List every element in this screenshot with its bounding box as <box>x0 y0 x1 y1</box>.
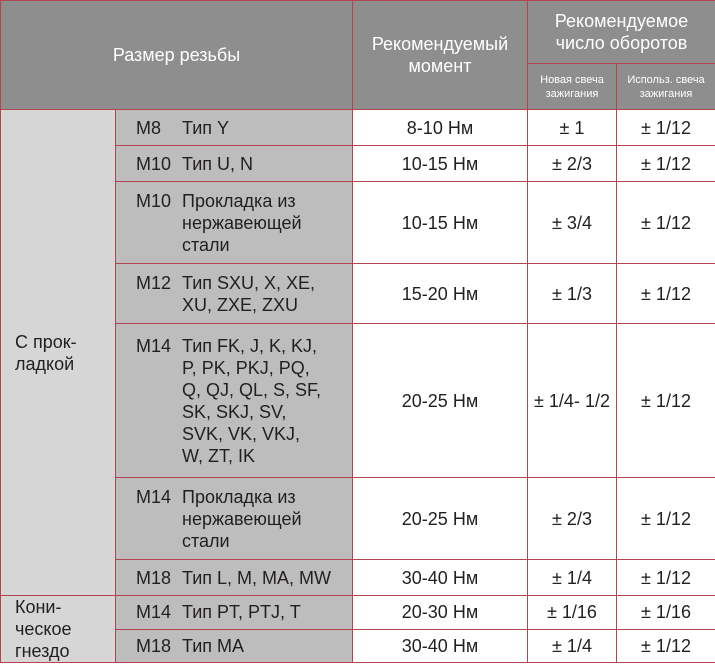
used-plug-turns: ± 1/16 <box>617 596 715 630</box>
thread-type-line: XU, ZXE, ZXU <box>182 294 299 315</box>
new-plug-turns: ± 2/3 <box>528 146 617 182</box>
thread-size: M14 <box>136 602 172 623</box>
thread-type <box>182 153 352 175</box>
thread-type <box>182 335 352 467</box>
new-plug-turns: ± 1/16 <box>528 596 617 630</box>
used-plug-turns: ± 1/12 <box>617 182 715 264</box>
thread-type <box>182 190 352 256</box>
thread-cell <box>116 146 353 182</box>
new-plug-turns: ± 2/3 <box>528 478 617 560</box>
header-turns-line: число оборотов <box>555 33 688 53</box>
new-plug-turns: ± 1/4- 1/2 <box>528 324 617 478</box>
torque-value: 20-25 Нм <box>353 324 528 478</box>
thread-size: M8 <box>136 117 162 138</box>
header-used-plug-line: Использ. свеча <box>627 73 705 86</box>
thread-cell <box>116 264 353 324</box>
header-used-plug <box>617 64 715 110</box>
thread-size: M14 <box>136 486 172 507</box>
thread-cell <box>116 596 353 630</box>
torque-value: 30-40 Нм <box>353 560 528 596</box>
thread-type <box>182 272 352 316</box>
thread-type <box>182 567 352 589</box>
header-torque-line: момент <box>408 56 472 76</box>
group-label-line: гнездо <box>15 641 70 661</box>
header-torque-line: Рекомендуемый <box>371 34 509 54</box>
header-thread-size: Размер резьбы <box>1 1 353 110</box>
group-label-line: Кони- <box>15 597 62 617</box>
thread-cell <box>116 182 353 264</box>
thread-type-line: Тип SXU, X, XE, <box>182 272 316 293</box>
thread-type <box>182 117 352 139</box>
thread-type-line: Тип L, M, MA, MW <box>182 567 332 588</box>
thread-size: M10 <box>136 190 172 211</box>
thread-type-line: нержавеющей <box>182 212 302 233</box>
thread-type <box>182 486 352 552</box>
thread-size: M18 <box>136 567 172 588</box>
thread-type-line: Тип U, N <box>182 153 254 174</box>
torque-value: 10-15 Нм <box>353 182 528 264</box>
thread-type-line: Прокладка из <box>182 190 296 211</box>
thread-cell <box>116 478 353 560</box>
header-torque <box>353 1 528 110</box>
thread-type-line: Тип PT, PTJ, T <box>182 602 301 623</box>
torque-value: 20-25 Нм <box>353 478 528 560</box>
torque-value: 8-10 Нм <box>353 110 528 146</box>
torque-value: 10-15 Нм <box>353 146 528 182</box>
torque-value: 20-30 Нм <box>353 596 528 630</box>
thread-type-line: нержавеющей <box>182 508 302 529</box>
table-row <box>1 596 715 630</box>
torque-value: 30-40 Нм <box>353 629 528 663</box>
group-label <box>1 596 116 663</box>
new-plug-turns: ± 1/4 <box>528 629 617 663</box>
thread-cell <box>116 324 353 478</box>
thread-cell <box>116 629 353 663</box>
thread-type-line: W, ZT, IK <box>182 445 256 466</box>
group-label-line: ческое <box>15 619 72 639</box>
used-plug-turns: ± 1/12 <box>617 478 715 560</box>
thread-size: M10 <box>136 153 172 174</box>
new-plug-turns: ± 1/4 <box>528 560 617 596</box>
thread-size: M18 <box>136 635 172 656</box>
new-plug-turns: ± 3/4 <box>528 182 617 264</box>
used-plug-turns: ± 1/12 <box>617 629 715 663</box>
header-new-plug <box>528 64 617 110</box>
used-plug-turns: ± 1/12 <box>617 264 715 324</box>
new-plug-turns: ± 1/3 <box>528 264 617 324</box>
header-new-plug-line: Новая свеча <box>540 73 604 86</box>
header-turns-line: Рекомендуемое <box>554 11 689 31</box>
thread-type-line: Q, QJ, QL, S, SF, <box>182 379 322 400</box>
group-label-line: С прок- <box>15 331 77 352</box>
thread-type-line: Тип Y <box>182 117 230 138</box>
thread-type-line: Тип FK, J, K, KJ, <box>182 335 318 356</box>
new-plug-turns: ± 1 <box>528 110 617 146</box>
used-plug-turns: ± 1/12 <box>617 146 715 182</box>
thread-size: M14 <box>136 335 172 356</box>
thread-type-line: SVK, VK, VKJ, <box>182 423 301 444</box>
header-new-plug-line: зажигания <box>545 87 599 100</box>
used-plug-turns: ± 1/12 <box>617 110 715 146</box>
thread-type <box>182 601 352 623</box>
used-plug-turns: ± 1/12 <box>617 560 715 596</box>
thread-type-line: Тип MA <box>182 635 245 656</box>
thread-type-line: SK, SKJ, SV, <box>182 401 287 422</box>
thread-type-line: стали <box>182 530 230 551</box>
used-plug-turns: ± 1/12 <box>617 324 715 478</box>
thread-type-line: Прокладка из <box>182 486 296 507</box>
thread-type <box>182 635 352 657</box>
group-label-line: ладкой <box>15 353 75 374</box>
table-row <box>1 110 715 146</box>
thread-type-line: P, PK, PKJ, PQ, <box>182 357 310 378</box>
thread-type-line: стали <box>182 234 230 255</box>
table-body <box>1 110 715 663</box>
header-used-plug-line: зажигания <box>639 87 693 100</box>
header-turns <box>528 1 715 64</box>
torque-value: 15-20 Нм <box>353 264 528 324</box>
group-label <box>1 110 116 596</box>
thread-cell <box>116 110 353 146</box>
thread-cell <box>116 560 353 596</box>
thread-size: M12 <box>136 272 172 293</box>
